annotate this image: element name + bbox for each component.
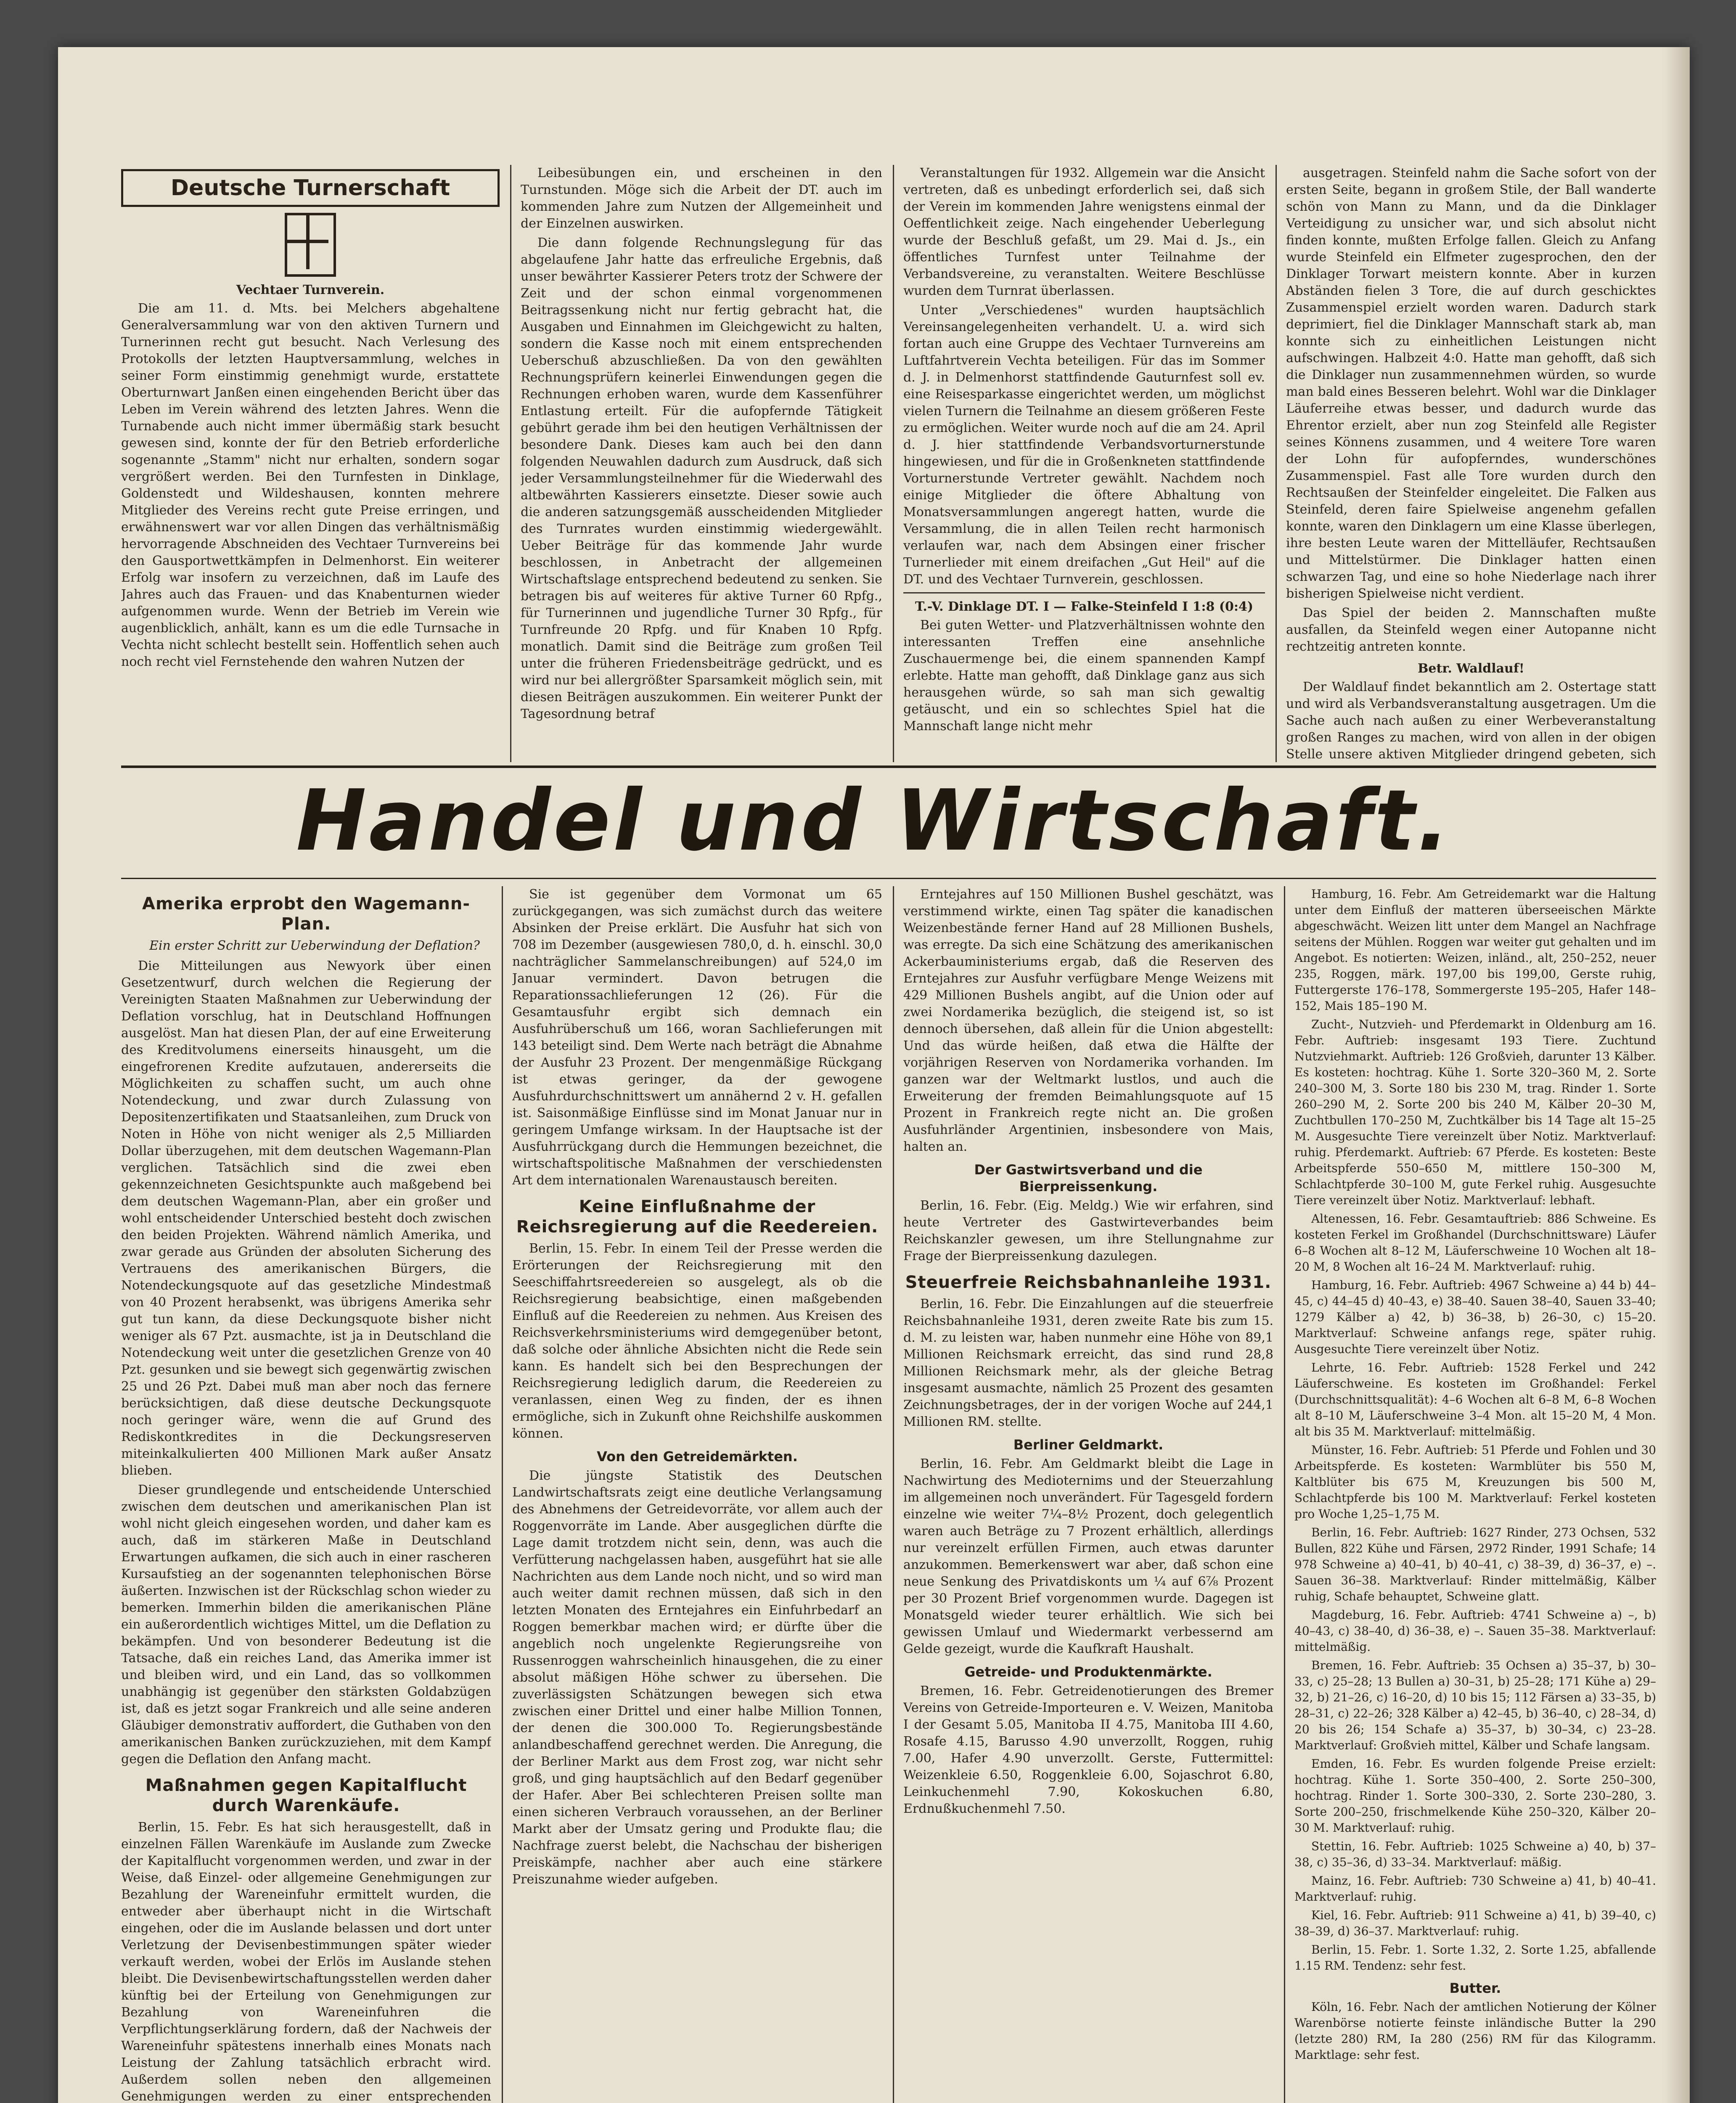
article-title: Berliner Geldmarkt.	[1013, 1437, 1164, 1453]
article-paragraph: Berlin, 16. Febr. Am Geldmarkt bleibt die Lage in Nachwirtung des Medioternims und der Steuerzahlung im allgemeinen noch unverändert. Für Tagesgeld fordern einzelne wie weiter 7¼–8½ Prozent, doch gelegentlich waren auch Beträge zu 7 Prozent erhältlich, allerdings nur vereinzelt erfüllen Firmen, auch etwas darunter anzukommen. Bemerkenswert war aber, daß schon eine neue Senkung des Privatdiskonts um ¼ auf 6⅞ Prozent per 30 Prozent Brief vorgenommen wurde. Dagegen ist Monatsgeld wieder teurer erhältlich. Wie sich bei gewissen Umlauf und Wiedermarkt verbessernd am Gelde gezeigt, wurde die Kaufkraft Haushalt.	[903, 1457, 1273, 1656]
turnerschaft-paragraph: Die am 11. d. Mts. bei Melchers abgehaltene Generalversammlung war von den aktiven Turnern und Turnerinnen recht gut besucht. Nach Verlesung des Protokolls der letzten Hauptversammlung, welches in seiner Form einstimmig genehmigt wurde, erstattete Oberturnwart Janßen einen eingehenden Bericht über das Leben im Verein während des letzten Jahres. Wenn die Turnabende auch nicht immer übermäßig stark besucht gewesen sind, konnte der für den Betrieb erforderliche sogenannte „Stamm" nicht nur erhalten, sondern sogar vergrößert werden. Bei den Turnfesten in Dinklage, Goldenstedt und Wildeshausen, konnten mehrere Mitglieder des Vereins recht gute Preise erringen, und erwähnenswert war vor allen Dingen das verhältnismäßig hervorragende Abschneiden des Vechtaer Turnvereins bei den Gausportwettkämpfen in Delmenhorst. Ein weiterer Erfolg war insofern zu verzeichnen, daß im Laufe des Jahres auch das Frauen- und das Knabenturnen wieder aufgenommen wurde. Wenn der Betrieb im Verein wie augenblicklich, anhält, kann es um die edle Turnsache in Vechta nicht schlecht bestellt sein. Hoffentlich sehen auch noch recht viel Fernstehende den wahren Nutzen der	[121, 301, 500, 669]
turnerschaft-column-2	[521, 165, 882, 762]
handel-column-1	[121, 886, 491, 2103]
article-paragraph: Dieser grundlegende und entscheidende Unterschied zwischen dem deutschen und amerikanischen Plan ist wohl nicht gleich eingesehen worden, und daher kam es auch, daß im stärkeren Maße in Deutschland Erwartungen aufkamen, die sich auch in einer rascheren Kursaufstieg an der sogenannten telephonischen Börse äußerten. Inzwischen ist der Rückschlag schon wieder zu bemerken. Immerhin bilden die amerikanischen Pläne ein außerordentlich wichtiges Mittel, um die Deflation zu bekämpfen. Und von besonderer Bedeutung ist die Tatsache, daß ein reiches Land, das Amerika immer ist und bleiben wird, und ein Land, das so vollkommen unabhängig ist gegenüber den stärksten Goldabzügen ist, daß es jetzt sogar Frankreich und alle seine anderen Gläubiger demonstrativ auffordert, die Guthaben von den amerikanischen Banken zurückzuziehen, mit dem Kampf gegen die Deflation den Anfang macht.	[121, 1483, 491, 1767]
turnverein-heading: Vechtaer Turnverein.	[236, 283, 385, 297]
column-divider	[510, 165, 511, 762]
match-paragraph: Das Spiel der beiden 2. Mannschaften mußte ausfallen, da Steinfeld wegen einer Autopanne nicht rechtzeitig antreten konnte.	[1286, 606, 1656, 654]
handel-column-2	[512, 886, 882, 2103]
market-report: Hamburg, 16. Febr. Am Getreidemarkt war die Haltung unter dem Einfluß der matteren überseeischen Märkte abgeschwächt. Weizen litt unter dem Mangel an Nachfrage seitens der Mühlen. Roggen war weiter gut gehalten und im Angebot. Es notierten: Weizen, inländ., alt, 250–252, neuer 235, Roggen, märk. 197,00 bis 199,00, Gerste ruhig, Futtergerste 176–178, Sommergerste 195–205, Hafer 148–152, Mais 185–190 M.	[1294, 887, 1656, 1013]
turnerschaft-paragraph: Die dann folgende Rechnungslegung für das abgelaufene Jahr hatte das erfreuliche Ergebnis, daß unser bewährter Kassierer Peters trotz der Schwere der Zeit und der schon einmal vorgenommenen Beitragssenkung nicht nur fertig gebracht hat, die Ausgaben und Einnahmen im Gleichgewicht zu halten, sondern die Kasse noch mit einem entsprechenden Ueberschuß abzuschließen. Da von den gewählten Rechnungsprüfern keinerlei Einwendungen gegen die Rechnungen erhoben waren, wurde dem Kassenführer Entlastung erteilt. Für die aufopfernde Tätigkeit gebührt gerade ihm bei den heutigen Verhältnissen der besondere Dank. Dieses kam auch bei den dann folgenden Neuwahlen dadurch zum Ausdruck, daß sich jeder Versammlungsteilnehmer für die Wiederwahl des altbewährten Kassierers einsetzte. Dieser sowie auch die anderen satzungsgemäß ausscheidenden Mitglieder des Turnrates wurden einstimmig wiedergewählt. Ueber Beiträge für das kommende Jahr wurde beschlossen, in Anbetracht der allgemeinen Wirtschaftslage entsprechend bedeutend zu senken. Sie betragen bis auf weiteres für aktive Turner 60 Rpfg., für Turnerinnen und jugendliche Turner 30 Rpfg., für Turnfreunde 20 Rpfg. und für Knaben 10 Rpfg. monatlich. Damit sind die Beiträge zum großen Teil unter die früheren Friedensbeiträge gedrückt, und es wird nur bei allergrößter Sparsamkeit möglich sein, mit diesen Beiträgen auszukommen. Ein weiterer Punkt der Tagesordnung betraf	[521, 236, 882, 721]
handel-column-4	[1294, 886, 1656, 2103]
article-title: Der Gastwirtsverband und die Bierpreissenkung.	[974, 1162, 1203, 1195]
column-divider	[1284, 886, 1285, 2103]
section-title: Handel und Wirtschaft.	[296, 772, 1452, 870]
column-divider	[893, 165, 894, 762]
market-report: Kiel, 16. Febr. Auftrieb: 911 Schweine a) 41, b) 39–40, c) 38–39, d) 36–37. Marktverlauf: ruhig.	[1294, 1908, 1656, 1938]
article-title: Maßnahmen gegen Kapitalflucht durch Warenkäufe.	[145, 1776, 467, 1815]
match-heading: T.-V. Dinklage DT. I — Falke-Steinfeld I 1:8 (0:4)	[915, 599, 1254, 614]
turnerschaft-paragraph: Leibesübungen ein, und erscheinen in den Turnstunden. Möge sich die Arbeit der DT. auch im kommenden Jahre zum Nutzen der Allgemeinheit und der Einzelnen auswirken.	[521, 166, 882, 231]
article-paragraph: Berlin, 16. Febr. Die Einzahlungen auf die steuerfreie Reichsbahnanleihe 1931, deren zweite Rate bis zum 15. d. M. zu leisten war, haben nunmehr eine Höhe von 89,1 Millionen Reichsmark erreicht, das sind rund 28,8 Millionen Reichsmark mehr, als der gleiche Betrag insgesamt ausmachte, nämlich 25 Prozent des gesamten Zeichnungsbetrages, der in der vorigen Woche auf 244,1 Millionen RM. stellte.	[903, 1297, 1273, 1429]
column-divider	[893, 886, 894, 2103]
newspaper-page	[58, 47, 1690, 2103]
article-paragraph: Berlin, 16. Febr. (Eig. Meldg.) Wie wir erfahren, sind heute Vertreter des Gastwirteverbandes beim Reichskanzler gewesen, um ihre Stellungnahme zur Frage der Bierpreissenkung dazulegen.	[903, 1198, 1273, 1263]
market-report: Mainz, 16. Febr. Auftrieb: 730 Schweine a) 41, b) 40–41. Marktverlauf: ruhig.	[1294, 1874, 1656, 1904]
article-subtitle: Ein erster Schritt zur Ueberwindung der Deflation?	[149, 938, 480, 953]
turnerschaft-column-1	[121, 169, 500, 762]
article-title: Butter.	[1449, 1980, 1501, 1996]
section-divider	[121, 765, 1656, 768]
article-paragraph: Berlin, 15. Febr. Es hat sich herausgestellt, daß in einzelnen Fällen Warenkäufe im Auslande zum Zwecke der Kapitalflucht vorgenommen werden, und zwar in der Weise, daß Einzel- oder allgemeine Genehmigungen zur Bezahlung der Wareneinfuhr ermittelt wurden, die entweder aber überhaupt nicht in die Wirtschaft eingehen, oder die im Auslande belassen und dort unter Verletzung der Devisenbestimmungen später wieder verkauft werden, wobei der Erlös im Auslande stehen bleibt. Die Devisenbewirtschaftungsstellen werden daher künftig bei der Erteilung von Genehmigungen zur Bezahlung von Wareneinfuhren die Verpflichtungserklärung fordern, daß der Nachweis der Wareneinfuhr spätestens innerhalb eines Monats nach Leistung der Zahlung tatsächlich erbracht wird. Außerdem sollen neben den allgemeinen Genehmigungen werden zu einer entsprechenden	[121, 1820, 491, 2103]
turnerschaft-paragraph: Unter „Verschiedenes" wurden hauptsächlich Vereinsangelegenheiten verhandelt. U. a. wird sich fortan auch eine Gruppe des Vechtaer Turnvereins am Luftfahrtverein Vechta beteiligen. Für das im Sommer d. J. in Delmenhorst stattfindende Gauturnfest soll ev. eine Reisesparkasse eingerichtet werden, um möglichst vielen Turnern die Teilnahme an diesem größeren Feste zu ermöglichen. Weiter wurde noch auf die am 24. April d. J. hier stattfindende Verbandsvorturnerstunde hingewiesen, und für die in Großenkneten stattfindende Vorturnerstunde Vertreter gewählt. Nachdem noch einige Mitglieder die öftere Abhaltung von Monatsversammlungen angeregt hatten, wurde die Versammlung, die in allen Teilen recht harmonisch verlaufen war, nach dem Absingen einer frischer Turnerlieder mit einem dreifachen „Gut Heil" auf die DT. und des Vechtaer Turnverein, geschlossen.	[903, 303, 1265, 587]
match-paragraph: ausgetragen. Steinfeld nahm die Sache sofort von der ersten Seite, begann in großem Stile, der Ball wanderte schön von Mann zu Mann, und da die Dinklager Verteidigung zu unsicher war, und sich absolut nicht finden konnte, mußten Erfolge fallen. Gleich zu Anfang wurde Steinfeld ein Elfmeter zugesprochen, den der Dinklager Torwart meistern konnte. Aber in kurzen Abständen fielen 3 Tore, die auf durch geschicktes Zusammenspiel erzielt worden waren. Dadurch stark deprimiert, fiel die Dinklager Mannschaft stark ab, man konnte sich zu einheitlichen Leistungen nicht aufschwingen. Halbzeit 4:0. Hatte man gehofft, daß sich die Dinklager nun zusammennehmen würden, so wurde man bald eines Besseren belehrt. Wohl war die Dinklager Läuferreihe etwas besser, und dadurch wurde das Ehrentor erzielt, aber nun zog Steinfeld alle Register seines Könnens zusammen, und 4 weitere Tore waren der Lohn für aufopferndes, wunderschönes Zusammenspiel. Fast alle Tore wurden durch den Rechtsaußen der Steinfelder eingeleitet. Die Falken aus Steinfeld, deren faire Spielweise angenehm gefallen konnte, waren den Dinklagern um eine Klasse überlegen, ihre besten Leute waren der Mittelläufer, Rechtsaußen und Mittelstürmer. Die Dinklager hatten einen schwarzen Tag, und eine so hohe Niederlage nach ihrer bisherigen Spielweise nicht verdient.	[1286, 166, 1656, 601]
article-title: Von den Getreidemärkten.	[597, 1449, 798, 1465]
market-report: Zucht-, Nutzvieh- und Pferdemarkt in Oldenburg am 16. Febr. Auftrieb: insgesamt 193 Tiere. Zuchtund Nutzviehmarkt. Auftrieb: 126 Großvieh, darunter 13 Kälber. Es kosteten: hochtrag. Kühe 1. Sorte 320–360 M, 2. Sorte 240–300 M, 3. Sorte 180 bis 230 M, trag. Rinder 1. Sorte 260–290 M, 2. Sorte 200 bis 240 M, Kälber 20–30 M, Zuchtbullen 170–250 M, Zuchtkälber bis 14 Tage alt 15–25 M. Ausgesuchte Tiere vereinzelt über Notiz. Marktverlauf: ruhig. Pferdemarkt. Auftrieb: 67 Pferde. Es kosteten: Beste Arbeitspferde 550–650 M, mittlere 150–300 M, Schlachtpferde 30–100 M, gute Ferkel ruhig. Ausgesuchte Tiere vereinzelt über Notiz. Marktverlauf: lebhaft.	[1294, 1017, 1656, 1207]
waldlauf-heading: Betr. Waldlauf!	[1418, 661, 1524, 676]
market-report: Berlin, 16. Febr. Auftrieb: 1627 Rinder, 273 Ochsen, 532 Bullen, 822 Kühe und Färsen, 2972 Rinder, 1991 Schafe; 14 978 Schweine a) 40–41, b) 40–41, c) 38–39, d) 36–37, e) –. Sauen 36–38. Marktverlauf: Rinder mittelmäßig, Kälber ruhig, Schafe behauptet, Schweine glatt.	[1294, 1526, 1656, 1603]
market-report: Münster, 16. Febr. Auftrieb: 51 Pferde und Fohlen und 30 Arbeitspferde. Es kosteten: Warmblüter bis 550 M, Kaltblüter bis 675 M, Kreuzungen bis 500 M, Schlachtpferde bis 100 M. Marktverlauf: Ferkel kosteten pro Woche 1,25–1,75 M.	[1294, 1443, 1656, 1521]
turnerschaft-paragraph: Veranstaltungen für 1932. Allgemein war die Ansicht vertreten, daß es unbedingt erforderlich sei, daß sich der Verein im kommenden Jahre wenigstens einmal der Oeffentlichkeit zeige. Nach eingehender Ueberlegung wurde der Beschluß gefaßt, um 29. Mai d. Js., ein öffentliches Turnfest unter Teilnahme der Verbandsvereine, zu veranstalten. Weitere Beschlüsse wurden dem Turnrat überlassen.	[903, 166, 1265, 298]
market-report: Köln, 16. Febr. Nach der amtlichen Notierung der Kölner Warenbörse notierte feinste inländische Butter la 290 (letzte 280) RM, Ia 280 (256) RM für das Kilogramm. Marktlage: sehr fest.	[1294, 2000, 1656, 2062]
article-title: Steuerfreie Reichsbahnanleihe 1931.	[905, 1273, 1272, 1292]
column-divider	[502, 886, 503, 2103]
match-divider	[903, 592, 1265, 593]
section-divider	[121, 878, 1656, 879]
article-paragraph: Die Mitteilungen aus Newyork über einen Gesetzentwurf, durch welchen die Regierung der Vereinigten Staaten Maßnahmen zur Ueberwindung der Deflation vorschlug, hat in Deutschland Hoffnungen ausgelöst. Man hat diesen Plan, der auf eine Erweiterung des Kreditvolumens einerseits hinausgeht, um die eingefrorenen Kredite aufzutauen, andererseits die Möglichkeiten zu schaffen sucht, um auch ohne Notendeckung, und zwar durch Zulassung von Depositenzertifikaten und Staatsanleihen, zum Druck von Noten in Höhe von nicht weniger als 2,5 Milliarden Dollar überzugehen, mit dem deutschen Wagemann-Plan verglichen. Tatsächlich sind die zwei eben gekennzeichneten Gesichtspunkte auch maßgebend bei dem deutschen Wagemann-Plan, aber ein großer und wohl entscheidender Unterschied besteht doch zwischen den beiden Projekten. Während nämlich Amerika, und zwar gerade aus Gründen der absoluten Sicherung des Vertrauens des amerikanischen Bürgers, die Notendeckungsquote auf das gesetzliche Mindestmaß von 40 Prozent herabsenkt, was übrigens Amerika sehr gut tun kann, da diese Deckungsquote bisher nicht weniger als 67 Pzt. ausmachte, ist ja in Deutschland die Notendeckung weit unter die gesetzlichen Grenze von 40 Pzt. gesunken und sie bewegt sich gegenwärtig zwischen 25 und 26 Pzt. Dabei muß man aber noch das fernere berücksichtigen, daß diese deutsche Deckungsquote noch geringer wäre, wenn die auf Grund des Rediskontkredites in die Deckungsreserven miteinkalkulierten 400 Millionen Mark außer Ansatz blieben.	[121, 959, 491, 1478]
turnerschaft-column-3	[903, 165, 1265, 762]
turnerschaft-logo-title: Deutsche Turnerschaft	[121, 169, 500, 207]
handel-column-3	[903, 886, 1273, 2103]
article-title: Getreide- und Produktenmärkte.	[964, 1664, 1212, 1680]
article-paragraph: Sie ist gegenüber dem Vormonat um 65 zurückgegangen, was sich zumächst durch das weitere Absinken der Preise erklärt. Die Ausfuhr hat sich von 708 im Dezember (ausgewiesen 780,0, d. h. einschl. 30,0 nachträglicher Sammelanschreibungen) auf 524,0 im Januar vermindert. Davon betrugen die Reparationssachlieferungen 12 (26). Für die Gesamtausfuhr ergibt sich demnach ein Ausfuhrüberschuß um 166, woran Sachlieferungen mit 143 beteiligt sind. Dem Werte nach beträgt die Abnahme der Ausfuhr 23 Prozent. Der mengenmäßige Rückgang ist etwas geringer, da der gewogene Ausfuhrdurchschnittswert um annähernd 2 v. H. gefallen ist. Saisonmäßige Einflüsse sind im Monat Januar nur in geringem Umfange wirksam. In der Hauptsache ist der Ausfuhrrückgang durch die Hemmungen bezeichnet, die wirtschaftspolitische Maßnahmen der verschiedensten Art dem internationalen Warenaustausch bereiten.	[512, 887, 882, 1188]
article-paragraph: Erntejahres auf 150 Millionen Bushel geschätzt, was verstimmend wirkte, einen Tag später die kanadischen Weizenbestände ferner Hand auf 28 Millionen Bushels, was erregte. Da sich eine Schätzung des amerikanischen Ackerbauministeriums ergab, daß die Reserven des Erntejahres zur Ausfuhr verfügbare Menge Weizens mit 429 Millionen Bushels angibt, auf die Union oder auf zwei Nordamerika bezüglich, die steigend ist, so ist dennoch übersehen, daß allein für die Union abgestellt: Und das würde heißen, daß etwa die Hälfte der vorjährigen Reserven von Nordamerika vorhanden. Im ganzen war der Weltmarkt lustlos, und auch die Erweiterung der fremden Beimahlungsquote auf 15 Prozent in Frankreich regte nicht an. Die großen Ausfuhrländer Argentinien, insbesondere von Mais, halten an.	[903, 887, 1273, 1154]
article-paragraph: Die jüngste Statistik des Deutschen Landwirtschaftsrats zeigt eine deutliche Verlangsamung des Abnehmens der Getreidevorräte, vor allem auch der Roggenvorräte im Lande. Aber ausgeglichen dürfte die Lage damit trotzdem nicht sein, denn, was auch die Verfütterung nachgelassen haben, ausgeführt hat sie alle Nachrichten aus dem Lande noch nicht, und so wird man auch weiter damit rechnen müssen, daß sich in den letzten Monaten des Erntejahres ein Einfuhrbedarf an Roggen bemerkbar machen wird; er dürfte über die angeblich noch ungelenkte Regierungsreihe von Russenroggen wahrscheinlich hinausgehen, die zu einer absolut mäßigen Höhe schwer zu übersehen. Die zuverlässigsten Schätzungen bewegen sich etwa zwischen einer Drittel und einer halbe Million Tonnen, der denen die 300.000 To. Regierungsbestände anlandbeschaffend gerechnet werden. Die Anregung, die der Berliner Markt aus dem Frost zog, war nicht sehr groß, und ging hauptsächlich auf den Bedarf gegenüber der Hafer. Aber Bei schlechteren Preisen sollte man einen sicheren Verbrauch voraussehen, an der Berliner Markt aber der Umsatz gering und Produkte flau; die Nachfrage zuerst belebt, die Nachschau der bisherigen Preiskämpfe, nachher aber auch eine stärkere Preiszunahme wieder aufgeben.	[512, 1468, 882, 1887]
market-report: Hamburg, 16. Febr. Auftrieb: 4967 Schweine a) 44 b) 44–45, c) 44–45 d) 40–43, e) 38–40. Sauen 38–40, Sauen 33–40; 1279 Kälber a) 42, b) 36–38, b) 26–30, c) 15–20. Marktverlauf: Schweine anfangs rege, später ruhig. Ausgesuchte Tiere vereinzelt über Notiz.	[1294, 1278, 1656, 1356]
waldlauf-paragraph: Der Waldlauf findet bekanntlich am 2. Ostertage statt und wird als Verbandsveranstaltung ausgetragen. Um die Sache auch nach außen zu einer Werbeveranstaltung großen Ranges zu machen, wird von allen in der obigen Stelle unsere aktiven Mitglieder dringend gebeten, sich	[1286, 680, 1656, 762]
market-report: Bremen, 16. Febr. Auftrieb: 35 Ochsen a) 35–37, b) 30–33, c) 25–28; 13 Bullen a) 30–31, b) 25–28; 171 Kühe a) 29–32, b) 21–26, c) 16–20, d) 10 bis 15; 112 Färsen a) 33–35, b) 28–31, c) 22–26; 328 Kälber a) 42–45, b) 36–40, c) 28–34, d) 20 bis 26; 154 Schafe a) 35–37, b) 30–34, c) 23–28. Marktverlauf: Großvieh mittel, Kälber und Schafe langsam.	[1294, 1658, 1656, 1752]
match-paragraph: Bei guten Wetter- und Platzverhältnissen wohnte den interessanten Treffen eine ansehnliche Zuschauermenge bei, die einem spannenden Kampf erlebte. Hatte man gehofft, daß Dinklage ganz aus sich herausgehen würde, so sah man sich gewaltig getäuscht, und ein so schlechtes Spiel hat die Mannschaft lange nicht mehr	[903, 618, 1265, 734]
article-paragraph: Bremen, 16. Febr. Getreidenotierungen des Bremer Vereins von Getreide-Importeuren e. V. Weizen, Manitoba I der Gesamt 5.05, Manitoba II 4.75, Manitoba III 4.60, Rosafe 4.15, Barusso 4.90 unverzollt, Roggen, ruhig 7.00, Hafer 4.90 unverzollt. Gerste, Futtermittel: Weizenkleie 6.50, Roggenkleie 6.00, Sojaschrot 6.80, Leinkuchenmehl 7.90, Kokoskuchen 6.80, Erdnußkuchenmehl 7.50.	[903, 1684, 1273, 1816]
dt-emblem-icon	[285, 213, 336, 277]
market-report: Lehrte, 16. Febr. Auftrieb: 1528 Ferkel und 242 Läuferschweine. Es kosteten im Großhandel: Ferkel (Durchschnittsqualität): 4–6 Wochen alt 6–8 M, 6–8 Wochen alt 8–10 M, Läuferschweine 3–4 Mon. alt 15–20 M, 4 Mon. alt bis 35 M. Marktverlauf: mittelmäßig.	[1294, 1361, 1656, 1438]
column-divider	[1276, 165, 1277, 762]
article-title: Amerika erprobt den Wagemann-Plan.	[142, 894, 470, 934]
market-report: Stettin, 16. Febr. Auftrieb: 1025 Schweine a) 40, b) 37–38, c) 35–36, d) 33–34. Marktverlauf: mäßig.	[1294, 1839, 1656, 1869]
market-report: Magdeburg, 16. Febr. Auftrieb: 4741 Schweine a) –, b) 40–43, c) 38–40, d) 36–38, e) –. Sauen 35–38. Marktverlauf: mittelmäßig.	[1294, 1608, 1656, 1654]
article-paragraph: Berlin, 15. Febr. In einem Teil der Presse werden die Erörterungen der Reichsregierung mit den Seeschiffahrtsreedereien so ausgelegt, als ob die Reichsregierung beabsichtige, einen maßgebenden Einfluß auf die Reedereien zu nehmen. Aus Kreisen des Reichsverkehrsministeriums wird demgegenüber betont, daß solche oder ähnliche Absichten nicht die Rede sein kann. Es handelt sich bei den Besprechungen der Reichsregierung lediglich darum, die Reedereien zu veranlassen, einen Weg zu finden, der es ihnen ermögliche, sich in Zukunft ohne Reichshilfe auskommen können.	[512, 1241, 882, 1441]
market-report: Emden, 16. Febr. Es wurden folgende Preise erzielt: hochtrag. Kühe 1. Sorte 350–400, 2. Sorte 250–300, hochtrag. Rinder 1. Sorte 300–330, 2. Sorte 230–280, 3. Sorte 200–250, frischmelkende Kühe 250–320, Kälber 20–30 M. Marktverlauf: ruhig.	[1294, 1757, 1656, 1835]
turnerschaft-column-4	[1286, 165, 1656, 762]
page-edge-shadow	[1665, 47, 1690, 2103]
market-report: Altenessen, 16. Febr. Gesamtauftrieb: 886 Schweine. Es kosteten Ferkel im Großhandel (Durchschnittsware) Läufer 6–8 Wochen alt 8–12 M, Läuferschweine 10 Wochen alt 18–20 M, 8 Wochen alt 16–24 M. Marktverlauf: ruhig.	[1294, 1212, 1656, 1274]
article-title: Keine Einflußnahme der Reichsregierung auf die Reedereien.	[516, 1197, 879, 1237]
market-report: Berlin, 15. Febr. 1. Sorte 1.32, 2. Sorte 1.25, abfallende 1.15 RM. Tendenz: sehr fest.	[1294, 1943, 1656, 1973]
